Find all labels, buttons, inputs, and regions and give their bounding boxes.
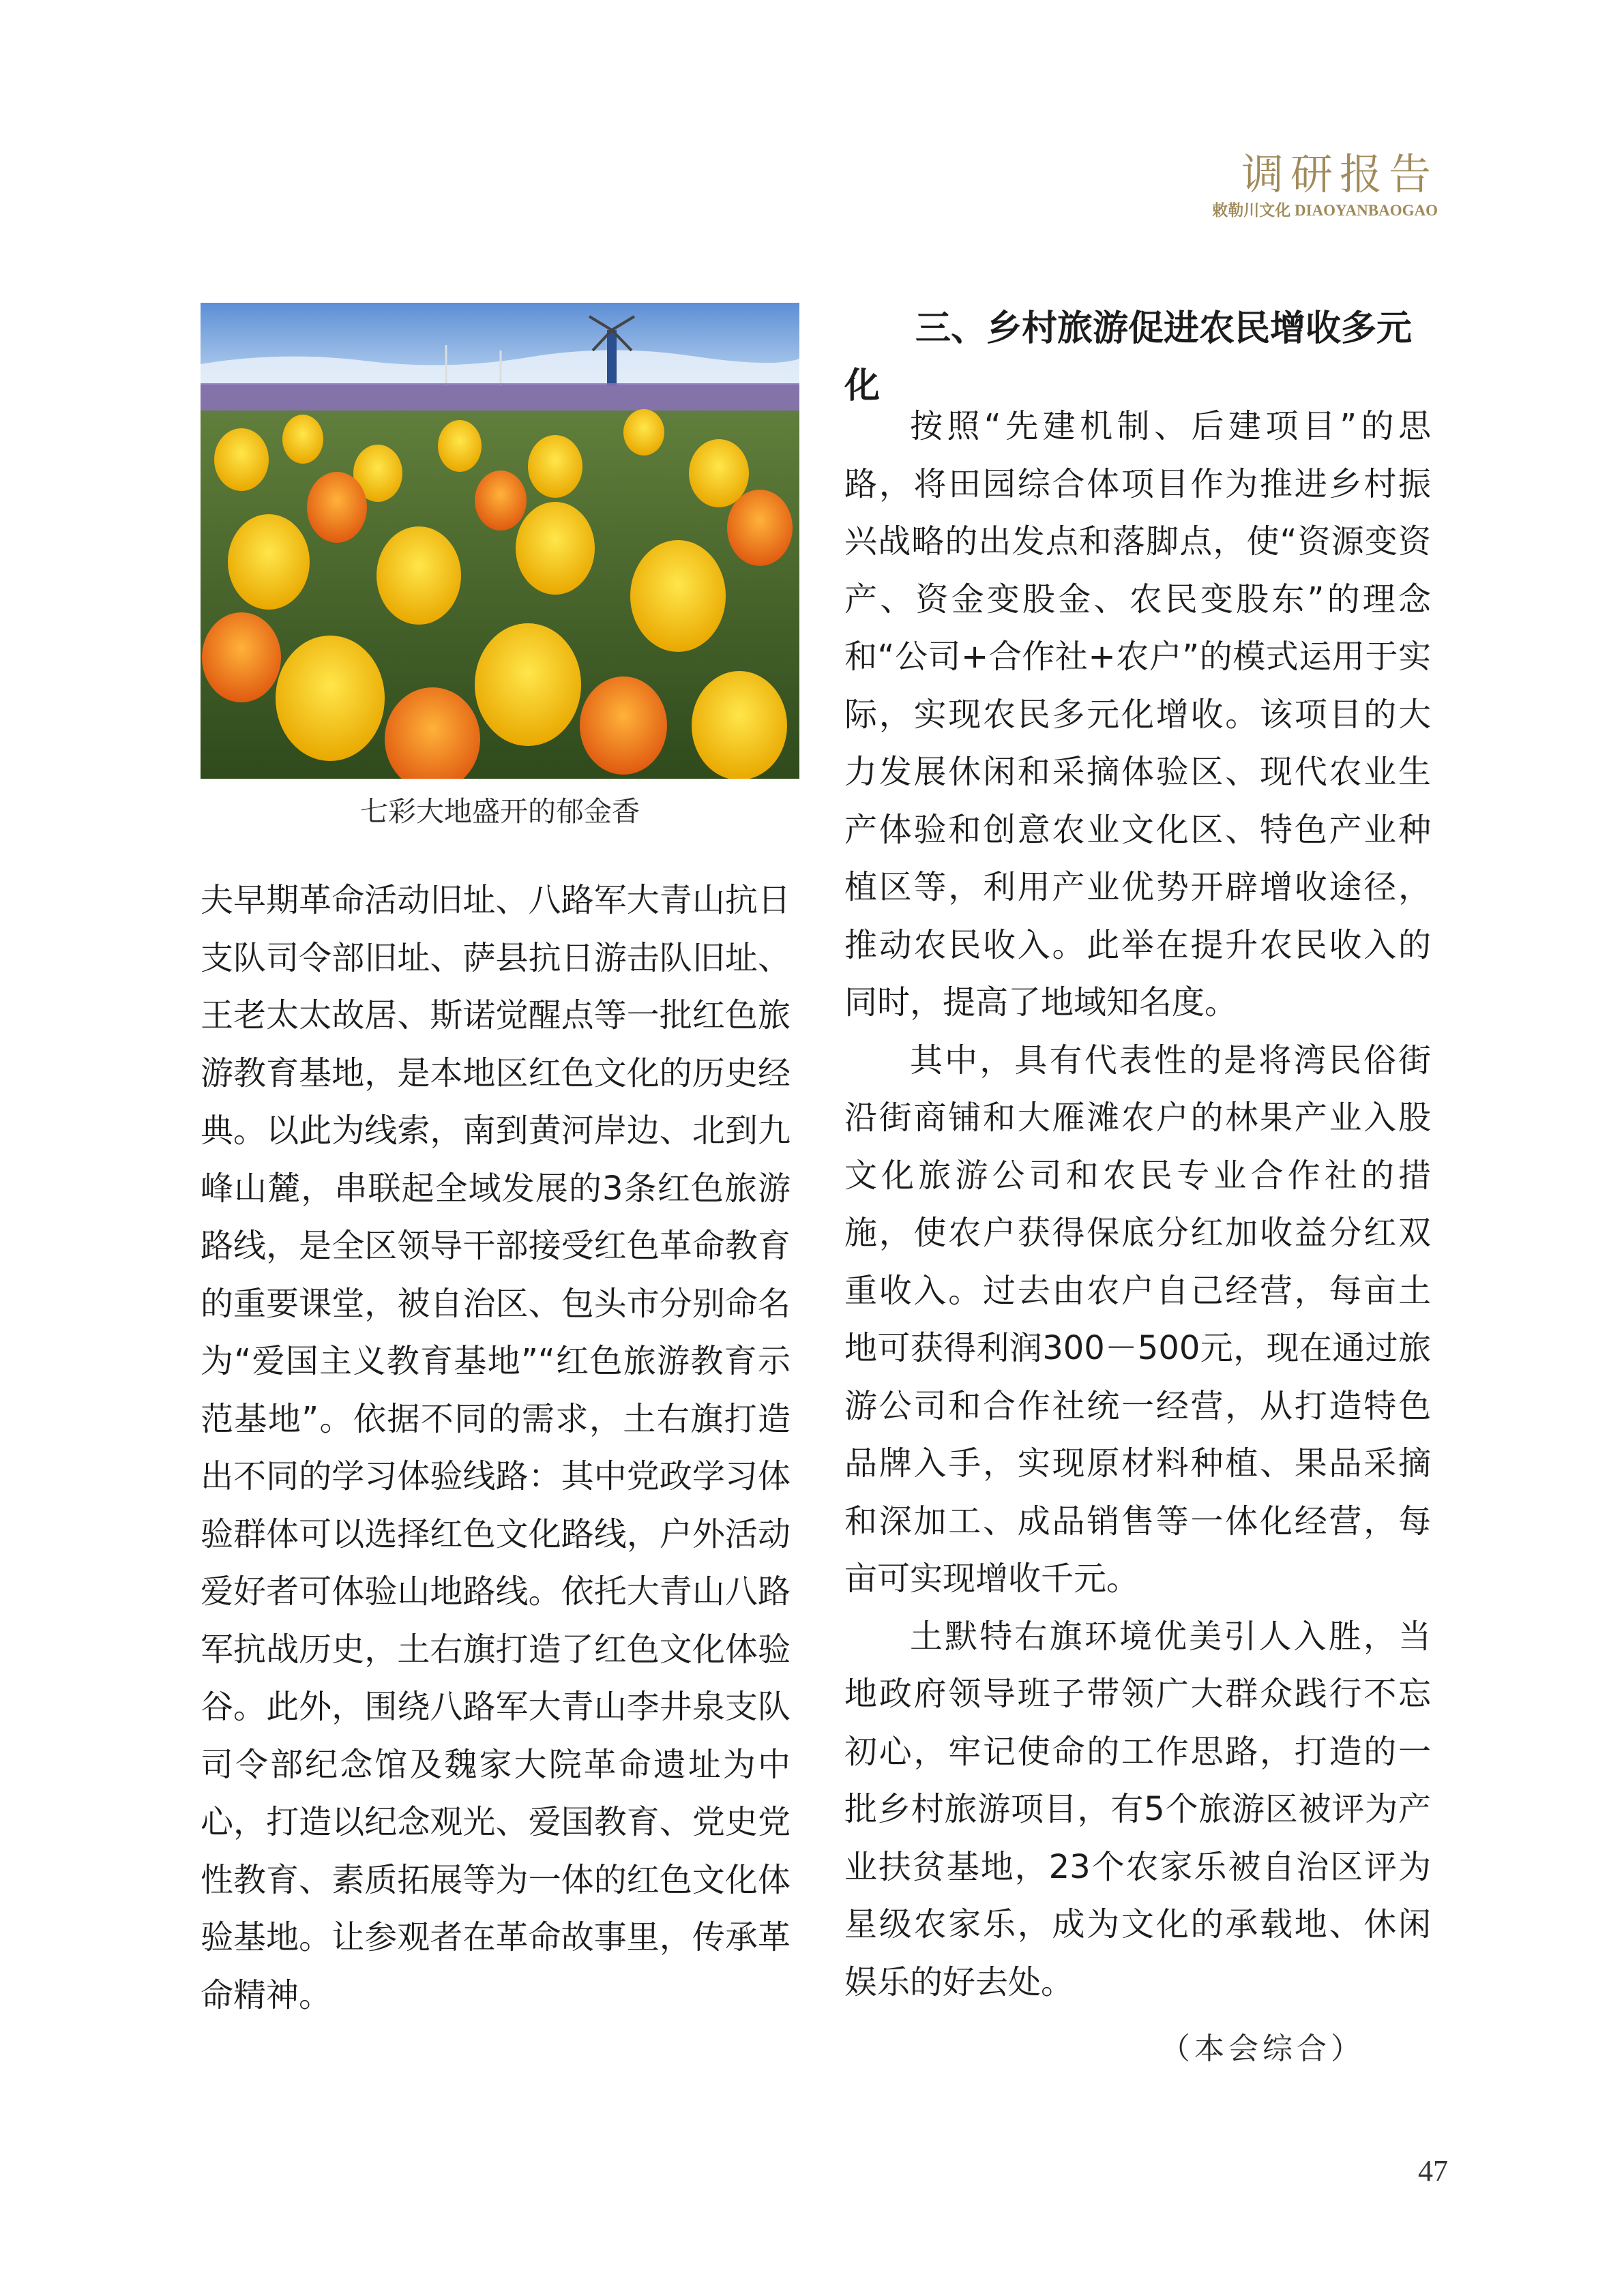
section-title: 调研报告	[1241, 149, 1438, 199]
section-subtitle: 敕勒川文化 DIAOYANBAOGAO	[1212, 202, 1438, 219]
body-paragraph: 夫早期革命活动旧址、八路军大青山抗日支队司令部旧址、萨县抗日游击队旧址、王老太太故居、斯诺觉醒点等一批红色旅游教育基地，是本地区红色文化的历史经典。以此为线索，南到黄河岸边、北到九峰山麓，串联起全域发展的3条红色旅游路线，是全区领导干部接受红色革命教育的重要课堂，被自治区、包头市分别命名为“爱国主义教育基地”“红色旅游教育示范基地”。依据不同的需求，土右旗打造出不同的学习体验线路：其中党政学习体验群体可以选择红色文化路线，户外活动爱好者可体验山地路线。依托大青山八路军抗战历史，土右旗打造了红色文化体验谷。此外，围绕八路军大青山李井泉支队司令部纪念馆及魏家大院革命遗址为中心，打造以纪念观光、爱国教育、党史党性教育、素质拓展等为一体的红色文化体验基地。让参观者在革命故事里，传承革命精神。	[201, 881, 791, 2014]
right-column	[844, 398, 1431, 2011]
article-signature: （本会综合）	[1160, 2031, 1365, 2066]
page-number: 47	[1418, 2154, 1448, 2188]
section-heading: 三、乡村旅游促进农民增收多元化	[844, 308, 1413, 406]
body-paragraph: 土默特右旗环境优美引人入胜，当地政府领导班子带领广大群众践行不忘初心，牢记使命的工作思路，打造的一批乡村旅游项目，有5个旅游区被评为产业扶贫基地，23个农家乐被自治区评为星级农家乐，成为文化的承载地、休闲娱乐的好去处。	[844, 1617, 1431, 2001]
tulip-field-photo	[201, 303, 799, 779]
photo-caption: 七彩大地盛开的郁金香	[360, 795, 640, 828]
left-column	[201, 871, 791, 2024]
body-paragraph: 其中，具有代表性的是将湾民俗街沿街商铺和大雁滩农户的林果产业入股文化旅游公司和农民专业合作社的措施，使农户获得保底分红加收益分红双重收入。过去由农户自己经营，每亩土地可获得利润300－500元，现在通过旅游公司和合作社统一经营，从打造特色品牌入手，实现原材料种植、果品采摘和深加工、成品销售等一体化经营，每亩可实现增收千元。	[844, 1041, 1431, 1598]
page-header	[960, 150, 1438, 221]
body-paragraph: 按照“先建机制、后建项目”的思路，将田园综合体项目作为推进乡村振兴战略的出发点和落脚点，使“资源变资产、资金变股金、农民变股东”的理念和“公司+合作社+农户”的模式运用于实际，实现农民多元化增收。该项目的大力发展休闲和采摘体验区、现代农业生产体验和创意农业文化区、特色产业种植区等，利用产业优势开辟增收途径，推动农民收入。此举在提升农民收入的同时，提高了地域知名度。	[844, 407, 1431, 1022]
